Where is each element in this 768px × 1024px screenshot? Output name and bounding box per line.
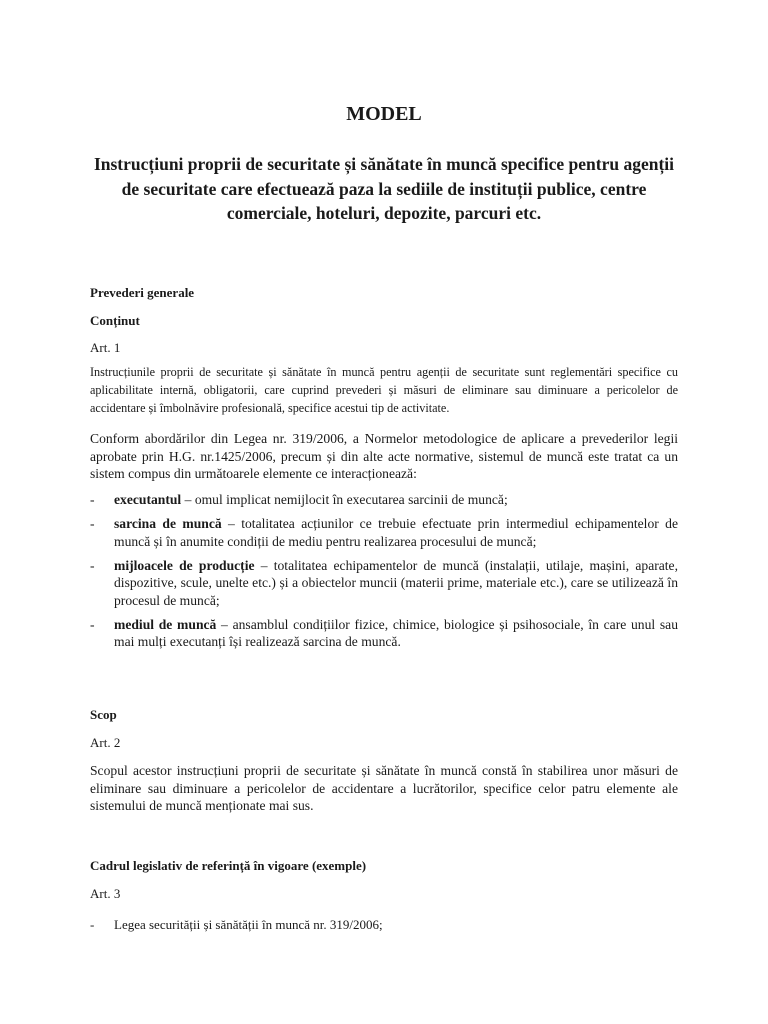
legislation-list	[90, 916, 678, 940]
article-3-label: Art. 3	[90, 886, 121, 901]
article-2-label: Art. 2	[90, 735, 121, 750]
list-item	[90, 557, 678, 610]
list-item-term: executantul	[114, 492, 182, 507]
section-heading-general-provisions: Prevederi generale	[90, 285, 195, 300]
article-2-paragraph: Scopul acestor instrucțiuni proprii de securitate și sănătate în muncă constă în stabilirea unor măsuri de eliminare sau diminuare a pericolelor de accidentare a lucrătorilor, specifice celor patru elemente ale sistemului de muncă menționate mai sus.	[90, 763, 678, 813]
list-dash: -	[90, 492, 95, 507]
list-item-term: mijloacele de producție	[114, 557, 255, 573]
section-heading-scope: Scop	[90, 707, 117, 722]
list-item	[90, 916, 678, 934]
list-item-term: sarcina de muncă	[114, 516, 222, 531]
article-1-paragraph-1: Instrucțiunile proprii de securitate și sănătate în muncă pentru agenții de securitate sunt reglementări specifice cu aplicabilitate internă, obligatorii, care cuprind prevederi și măsuri de eliminare sau diminuare a pericolelor de accidentare și îmbolnăvire profesională, specifice acestui tip de activitate.	[90, 365, 678, 415]
list-dash: -	[90, 516, 95, 531]
list-item-text: – totalitatea acțiunilor ce trebuie efectuate prin intermediul echipamentelor de muncă și în anumite condiții de mediu pentru realizarea procesului de muncă;	[114, 516, 678, 549]
article-1-paragraph-2: Conform abordărilor din Legea nr. 319/2006, a Normelor metodologice de aplicare a prevederilor legii aprobate prin H.G. nr.1425/2006, precum și din alte acte normative, sistemul de muncă este tratat ca un sistem compus din următoarele elemente ce interacționează:	[90, 431, 678, 481]
document-title: MODEL	[346, 103, 422, 125]
list-item-text: – totalitatea echipamentelor de muncă (instalații, utilaje, mașini, aparate, dispozitive, scule, unelte etc.) și a obiectelor muncii (materii prime, materiale etc.), care se utilizează în procesul de muncă;	[114, 557, 678, 608]
list-item-term: mediul de muncă	[114, 616, 217, 632]
list-item	[90, 515, 678, 550]
list-dash: -	[90, 616, 95, 632]
list-dash: -	[90, 557, 95, 573]
list-dash: -	[90, 917, 95, 932]
list-item-text: – ansamblul condițiilor fizice, chimice, biologice și psihosociale, în care unul sau mai mulți executanți își realizează sarcina de muncă.	[114, 616, 678, 649]
document-subtitle: Instrucțiuni proprii de securitate și sănătate în muncă specifice pentru agenții de securitate care efectuează paza la sediile de instituții publice, centre comerciale, hoteluri, depozite, parcuri etc.	[93, 154, 675, 223]
section-heading-legislative-framework: Cadrul legislativ de referință în vigoare (exemple)	[90, 858, 367, 873]
list-item-text: Legea securității și sănătății în muncă nr. 319/2006;	[114, 917, 383, 932]
list-item	[90, 616, 678, 651]
list-item-text: – omul implicat nemijlocit în executarea sarcinii de muncă;	[181, 492, 508, 507]
work-system-elements-list	[90, 491, 678, 657]
list-item	[90, 491, 678, 509]
article-1-label: Art. 1	[90, 340, 121, 355]
section-subheading-content: Conținut	[90, 313, 140, 328]
